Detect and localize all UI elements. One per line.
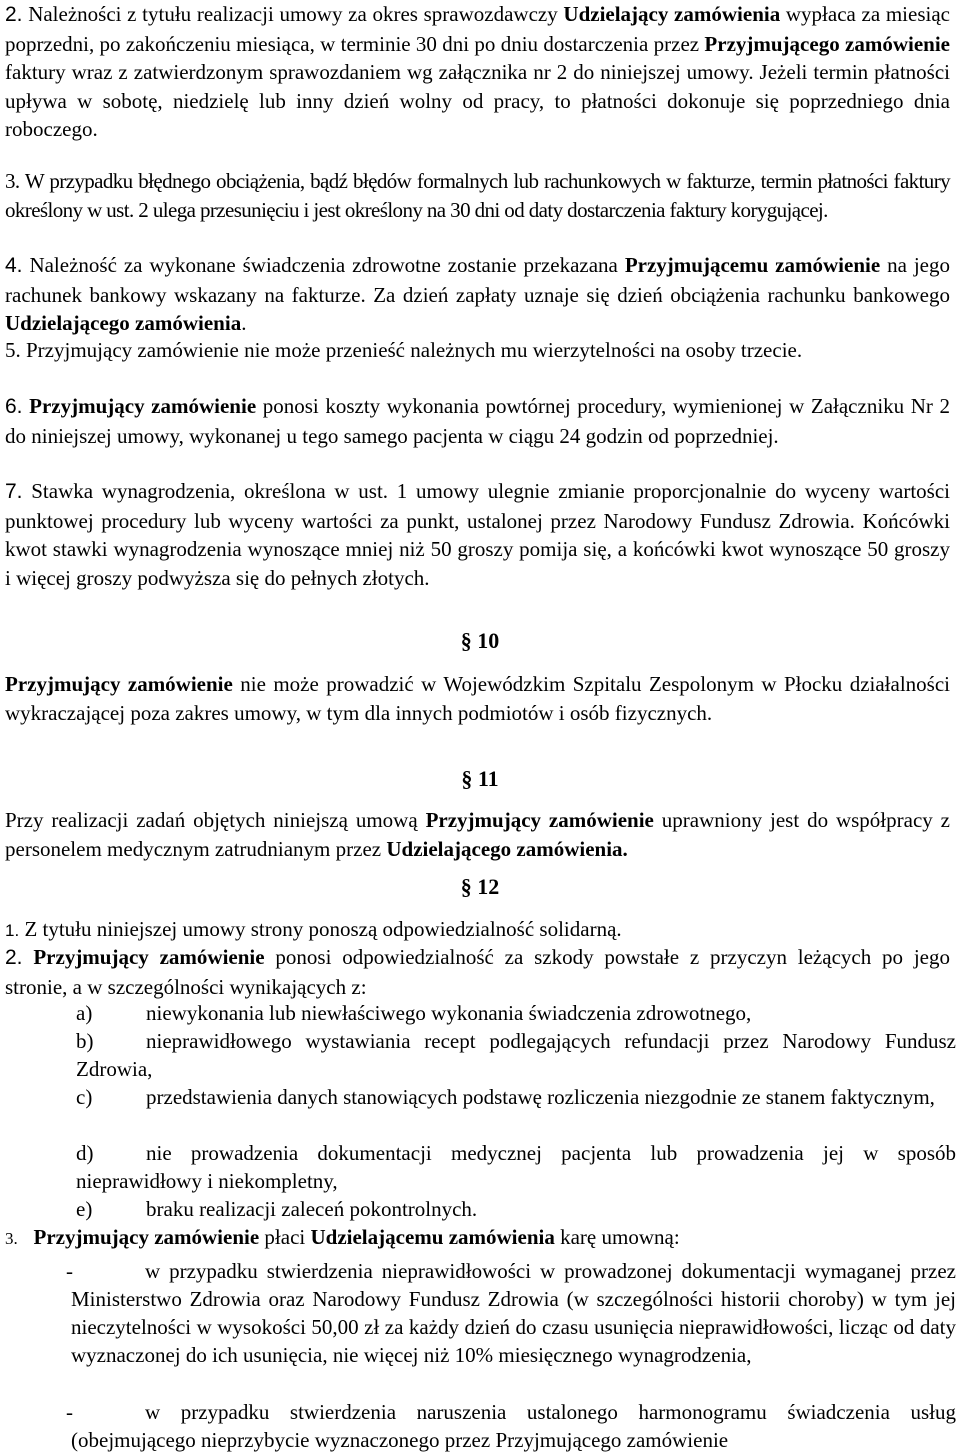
party-name: Przyjmujący zamówienie	[33, 945, 265, 969]
paragraph-text: Stawka wynagrodzenia, określona w ust. 1 umowy ulegnie zmianie proporcjonalnie do wyceny wartości punktowej procedury lub wyceny wartości za punkt, ustalonej przez Narodowy Fundusz Zdrowia. Końcówki kwot stawki wynagrodzenia wynoszące mniej niż 50 groszy pomija się, a końcówki kwot wynoszące 50 groszy i więcej groszy podwyższa się do pełnych złotych.	[5, 479, 950, 590]
paragraph-text: na jego rachunek bankowy wskazany na fakturze. Za dzień zapłaty uznaje się dzień obciążenia rachunku bankowego	[5, 253, 950, 307]
dash-item-text: w przypadku stwierdzenia nieprawidłowości w prowadzonej dokumentacji wymaganej przez Ministerstwo Zdrowia oraz Narodowy Fundusz Zdrowia (w szczególności historii choroby) w tym jej nieczytelności w wysokości 50,00 zł za każdy dzień do czasu usunięcia nieprawidłowości, licząc od daty wyznaczonej do ich usunięcia, nie więcej niż 10% miesięcznego wynagrodzenia,	[71, 1259, 956, 1367]
paragraph-text: faktury wraz z zatwierdzonym sprawozdaniem wg załącznika nr 2 do niniejszej umowy. Jeżeli termin płatności upływa w sobotę, niedzielę lub inny dzień wolny od pracy, to płatności dokonuje się poprzedniego dnia roboczego.	[5, 60, 950, 141]
paragraph-text: .	[241, 311, 247, 335]
party-name: Przyjmujący zamówienie	[5, 672, 233, 696]
paragraph-7	[5, 477, 950, 592]
list-item-text: braku realizacji zaleceń pokontrolnych.	[146, 1197, 478, 1221]
paragraph-text: Z tytułu niniejszej umowy strony ponoszą odpowiedzialność solidarną.	[19, 917, 622, 941]
party-name: Udzielający zamówienia	[563, 2, 781, 26]
party-name: Przyjmujący zamówienie	[425, 808, 654, 832]
party-name: Udzielającego zamówienia	[5, 311, 242, 335]
party-name: Przyjmującego zamówienie	[704, 31, 950, 56]
list-item-text: niewykonania lub niewłaściwego wykonania świadczenia zdrowotnego,	[146, 1001, 752, 1025]
paragraph-text: ponosi koszty wykonania powtórnej procedury, wymienionej w Załączniku Nr 2 do niniejszej umowy, wykonanej u tego samego pacjenta w ciągu 24 godzin od poprzedniej.	[5, 394, 951, 448]
party-name: Udzielającego zamówienia.	[386, 836, 628, 861]
list-item-e	[76, 1195, 956, 1223]
section-12-point-2	[5, 943, 950, 1001]
party-name: Przyjmujący zamówienie	[29, 394, 257, 418]
paragraph-text: Przy realizacji zadań objętych niniejszą umową	[5, 808, 426, 832]
paragraph-text: wypłaca za miesiąc poprzedni, po zakończeniu miesiąca, w terminie 30 dni po dniu dostarczenia przez	[5, 2, 950, 56]
party-name: Przyjmującemu zamówienie	[624, 253, 881, 277]
paragraph-3: 3. W przypadku błędnego obciążenia, bądź błędów formalnych lub rachunkowych w fakturze, termin płatności faktury określony w ust. 2 ulega przesunięciu i jest określony na 30 dni od daty dostarczenia faktury korygującej.	[5, 169, 950, 222]
section-12-point-1	[5, 915, 950, 946]
paragraph-number: 7.	[5, 480, 23, 503]
paragraph-text: Należność za wykonane świadczenia zdrowotne zostanie przekazana	[22, 253, 625, 277]
dash-item-text: w przypadku stwierdzenia naruszenia ustalonego harmonogramu świadczenia usług (obejmującego nieprzybycie wyznaczonego przez Przyjmującego zamówienie	[71, 1400, 956, 1452]
section-10-text	[5, 670, 950, 727]
dash-marker: -	[66, 1400, 73, 1424]
list-letter: e)	[76, 1197, 93, 1221]
list-letter: d)	[76, 1141, 94, 1165]
list-item-b	[76, 1027, 956, 1083]
list-letter: c)	[76, 1085, 93, 1109]
paragraph-number: 6.	[5, 395, 23, 418]
list-item-d	[76, 1139, 956, 1195]
dash-item-1	[66, 1257, 956, 1369]
paragraph-number: 3.	[5, 1229, 18, 1248]
paragraph-text: karę umowną:	[554, 1225, 680, 1249]
party-name: Udzielającemu zamówienia	[310, 1225, 555, 1249]
paragraph-2	[5, 0, 950, 144]
list-item-text: nieprawidłowego wystawiania recept podlegających refundacji przez Narodowy Fundusz Zdrowia,	[76, 1029, 956, 1081]
paragraph-5: 5. Przyjmujący zamówienie nie może przenieść należnych mu wierzytelności na osoby trzecie.	[5, 338, 803, 362]
paragraph-text: ponosi odpowiedzialność za szkody powstałe z przyczyn leżących po jego stronie, a w szczególności wynikających z:	[5, 945, 951, 999]
paragraph-text: Należności z tytułu realizacji umowy za okres sprawozdawczy	[22, 2, 564, 26]
section-10-heading: § 10	[460, 628, 500, 653]
list-item-a	[76, 999, 956, 1027]
paragraph-text: uprawniony jest do współpracy z personelem medycznym zatrudnianym przez	[5, 808, 950, 861]
paragraph-4	[5, 251, 950, 338]
section-11-text	[5, 806, 950, 863]
paragraph-text: płaci	[259, 1225, 311, 1249]
paragraph-6	[5, 392, 950, 450]
section-11-heading: § 11	[461, 766, 499, 791]
section-12-point-3	[5, 1223, 950, 1254]
list-letter: a)	[76, 1001, 93, 1025]
list-item-c	[76, 1083, 956, 1111]
paragraph-number: 2.	[5, 3, 23, 26]
dash-item-2	[66, 1398, 956, 1454]
party-name: Przyjmujący zamówienie	[33, 1225, 260, 1249]
list-letter: b)	[76, 1029, 94, 1053]
paragraph-number: 4.	[5, 254, 23, 277]
list-item-text: przedstawienia danych stanowiących podstawę rozliczenia niezgodnie ze stanem faktycznym,	[146, 1085, 935, 1109]
paragraph-text: nie może prowadzić w Wojewódzkim Szpitalu Zespolonym w Płocku działalności wykraczającej poza zakres umowy, w tym dla innych podmiotów i osób fizycznych.	[5, 672, 950, 725]
section-12-heading: § 12	[460, 874, 500, 899]
paragraph-number: 1.	[5, 921, 20, 940]
list-item-text: nie prowadzenia dokumentacji medycznej pacjenta lub prowadzenia jej w sposób nieprawidłowy i niekompletny,	[76, 1141, 956, 1193]
paragraph-number: 2.	[5, 946, 23, 969]
dash-marker: -	[66, 1259, 73, 1283]
